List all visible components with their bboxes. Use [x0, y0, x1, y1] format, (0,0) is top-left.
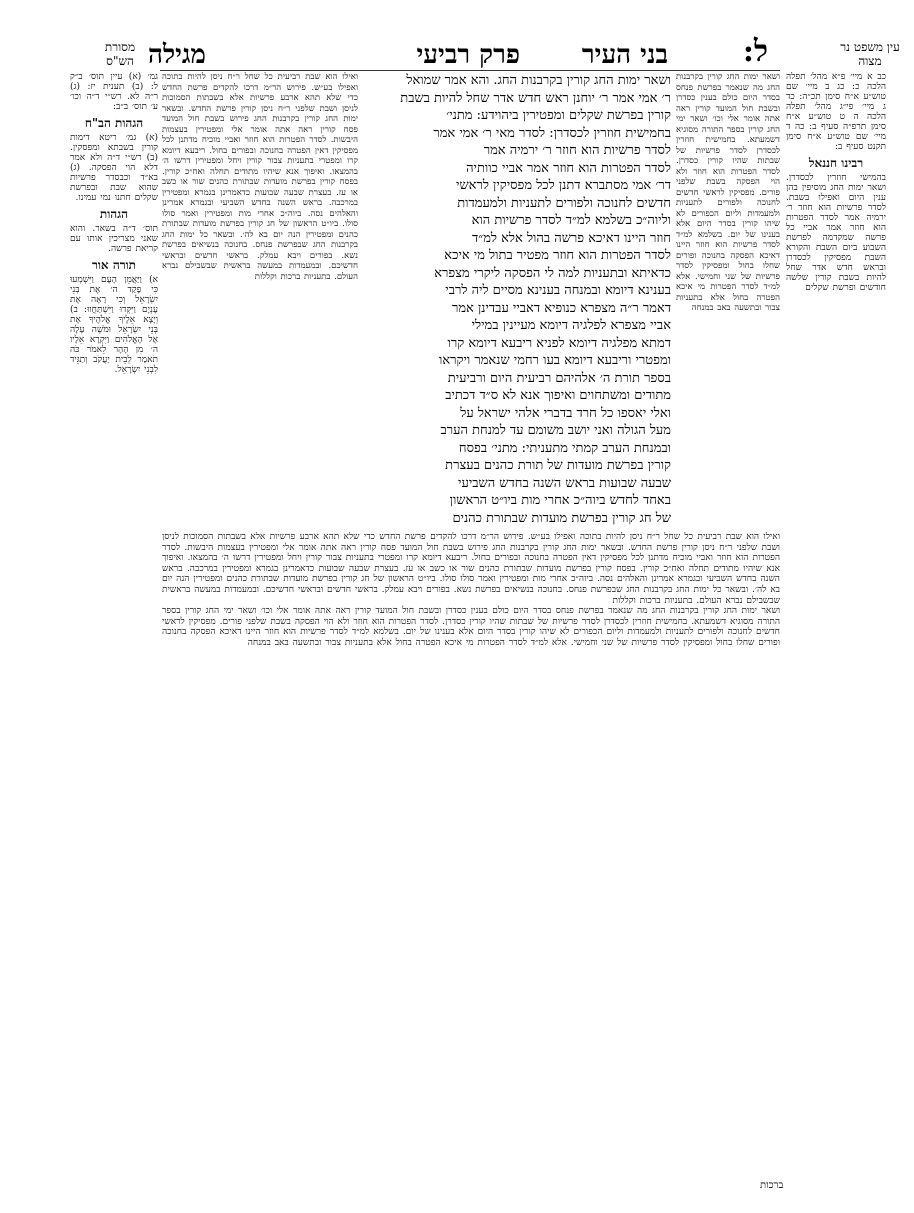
gemara-line: ומפטרי וריבעא דיומא בעו רחמי שנאמר ויקראו [439, 353, 671, 368]
masoret-hashas-text: גמ׳ (א) עיין תוס׳ ב״ק ל: (ב) תענית יז: (ג) ר״ה לא. רש״י ד״ה וכו׳ ע׳ תוס׳ ב״ב: [70, 72, 158, 112]
left-margin-column [70, 72, 158, 582]
rabbeinu-chananel-text: בהמישי חוזרין לכסדרן. ושאר ימות החג מוסיפין בהן ענין היום ואפילו בשבת. לסדר פרשיות הוא חוזר ר׳ ירמיה אמר לסדר הפטרות הוא חוזר אמר אביי כל פרשה שמקדמה לפרשת השבוע ביום השבת והקורא השבת מפסיקין לכסדרן ובראש חדש אדר שחל להיות בשבת קורין שלשה חודשים ופרשת שקלים [786, 173, 886, 293]
gemara-line: דר׳ אמי מסתברא דתנן לכל מפסיקין לראשי [456, 178, 671, 193]
gemara-line: של חג קורין בפרשת מועדות שבתורת כהנים [452, 510, 671, 526]
rabbeinu-chananel-title: רבינו חננאל [808, 156, 864, 170]
gemara-line: לסדר הפטרות הוא חוזר אמר אביי כוותיה [466, 160, 671, 176]
torah-or-title: תורה אור [91, 258, 137, 272]
gemara-line: שבעה שבועות בראש השנה בחדש השביעי [458, 475, 671, 491]
header-rule [160, 70, 780, 71]
gemara-line: דמתא מפלגיה דיומא לפניא ריבעא דיומא קרו [447, 335, 671, 351]
gemara-line: בחמישית חוזרין לכסדרן: לסדר מאי ר׳ אמי אמר [433, 125, 671, 141]
ein-mishpat-heading: עין משפט נר מצוה [840, 40, 900, 68]
torah-or-text: א) וַיַּאֲמֵן הָעָם וַיִּשְׁמְעוּ כִּי פָקַד ה׳ אֶת בְּנֵי יִשְׂרָאֵל וְכִי רָאָה אֶת עָנְיָם וַיִּקְּדוּ וַיִּשְׁתַּחֲווּ: ב) וְיָצָא אֵלֶיךָ אֱלֹהֶיךָ אֶת בְּנֵי יִשְׂרָאֵל וּמֹשֶׁה עָלָה אֶל הָאֱלֹהִים וַיִּקְרָא אֵלָיו ה׳ מִן הָהָר לֵאמֹר כֹּה תֹאמַר לְבֵית יַעֲקֹב וְתַגֵּיד לִבְנֵי יִשְׂרָאֵל. [70, 275, 158, 375]
tractate-name: מגילה [148, 40, 206, 70]
page-header [148, 34, 768, 70]
gemara-line: חדשים לחנוכה ולפורים לתעניות ולמעמדות [457, 195, 671, 211]
chapter-number: פרק רביעי [416, 40, 520, 70]
rashi-text: ושאר ימות החג קורין בקרבנות החג מה שנאמר בפרשת פנחס בסדר היום כולם בענין כסדרן ובשבת חול המועד קורין ראה אתה אומר אלי וכו׳ ושאר ימי החג קורין בספר התורה מסוגיא דשמעתא. בחמישית חוזרין לכסדרן לסדר פרשיות של שבתות שהיו קורין כסדרן. לסדר הפטרות הוא חוזר ולא הוי הפסקה בשבת שלפני פורים. מפסיקין לראשי חדשים לחנוכה ולפורים לתעניות ולמעמדות וליום הכפורים לא שיהו קורין בסדר היום אלא בענינו של יום. בשלמא למ״ד לסדר פרשיות הוא חוזר היינו דאיכא הפסקה בחנוכה ופורים שחלו בחול ומפסיקין לסדר פרשיות של שני וחמישי. אלא למ״ד לסדר הפטרות מי איכא הפטרה בחול אלא בתעניות צבור ובתשעה באב במנחה [676, 72, 780, 313]
gemara-line: כדאיתא ובתעניות למה לי הפסקה ליקרי מצפרא [434, 265, 671, 281]
gemara-line: ואלי יאספו כל חרד בדברי אלהי ישראל על [460, 405, 671, 421]
hagahot-habach-title: הגהות הב"ח [84, 116, 144, 130]
masoret-hashas-heading: מסורת הש"ס [104, 40, 136, 68]
gemara-line: ר׳ אמי אמר ר׳ יוחנן ראש חדש אדר שחל להיות בשבת [400, 90, 671, 106]
gemara-line: אביי מצפרא לפלגיה דיומא מעיינין במילי [471, 318, 671, 333]
rashi-commentary [676, 72, 780, 527]
lower-rashi-text: ושאר ימות החג קורין בקרבנות החג מה שנאמר בפרשת פנחס בסדר היום כולם בענין כסדרן ובשבת חול המועד קורין ראה אתה אומר אלי וכו׳ ושאר ימי החג קורין בספר התורה מסוגיא דשמעתא. בחמישית חוזרין לכסדרן לסדר פרשיות של שבתות שהיו קורין כסדרן. לסדר הפטרות הוא חוזר ולא הוי הפסקה בשבת שלפני פורים. מפסיקין לראשי חדשים לחנוכה ולפורים לתעניות ולמעמדות וליום הכפורים לא שיהו קורין בסדר היום אלא בענינו של יום. בשלמא למ״ד לסדר פרשיות הוא חוזר היינו דאיכא הפסקה בחנוכה ופורים שחלו בחול ומפסיקין לסדר פרשיות של שני וחמישי. אלא למ״ד לסדר הפטרות מי איכא הפטרה בחול אלא בתעניות צבור ובתשעה באב במנחה [162, 606, 780, 648]
gemara-text [363, 72, 671, 527]
gemara-line: בספר תורת ה׳ אלהיהם רביעית היום ורביעית [447, 370, 671, 386]
gemara-line: מעל הגולה ואני יושב משומם עד למנחת הערב [440, 423, 671, 438]
gemara-line: ושאר ימות החג קורין בקרבנות החג. והא אמר שמואל [406, 73, 671, 88]
gemara-line: לסדר הפטרות הוא חוזר מפטיר בתול מי איכא [444, 248, 671, 263]
lower-commentary-block [162, 532, 780, 1172]
lower-tosafot-text: ואילו הוא שבת רביעית כל שחל ר״ח ניסן להיות בתוכה ואפילו בע״ש. פירוש הר״מ דרכו להקדים פרשת החדש כדי שלא תהא ארבע פרשיות אלא בשבתות הסמוכות לניסן ושבת שלפני ר״ח ניסן קורין פרשת החדש. ובשאר ימות החג קורין בקרבנות החג פירוש בשבת חול המועד פסח קורין ראה אתה אומר אלי ומפטירין בעצמות היבשות. לסדר הפטרות הוא חוזר ואביי מוכיח מדתנן לכל מפסיקין דאין הפטרה בחנוכה ובפורים בחול. ריבעא דיומא קרו ומפטרי בתעניות צבור קורין ויחל ומפטירין דרשו ה׳ בהמצאו. ואיפוך אנא שיהיו מתודים תחלה ואח״כ קורין. בפסח קורין בפרשת מועדות שבתורת כהנים שור או כשב או עז. בעצרת שבעה שבועות כדאמרינן בגמרא ומפטירין במרכבה. בראש השנה בחדש השביעי ובגמרא אמרינן והאלהים נסה. ביוה״כ אחרי מות ומפטירין ואמר סולו סולו. ביו״ט הראשון של חג קורין בפרשת מועדות שבתורת כהנים ומפטירין הנה יום בא לה׳. ובשאר כל ימות החג בקרבנות החג שבפרשת פנחס. בחנוכה בנשיאים בפרשת נשא. בפורים ויבא עמלק. בראשי חדשים ובראשי חדשיכם. ובמעמדות במעשה בראשית שבשבילם נברא העולם. בתעניות ברכות וקללות [162, 532, 780, 606]
right-margin-column [786, 72, 886, 772]
gemara-line: ובמנחת הערב קמתי מתעניתי: מתני׳ בפסח [458, 440, 671, 456]
ein-mishpat-text: כב א מיי׳ פ״א מהל׳ תפלה הלכה כ: כג ב מיי׳ שם טוש״ע א״ח סימן תכ״ה: כד ג מיי׳ פי״ג מהל׳ תפלה הלכה ה ט טוש״ע א״ח סימן תרפ״ה סעיף ב: כה ד מיי׳ שם טוש״ע א״ח סימן תקנט סעיף ב: [786, 72, 886, 152]
catchword: ברכות [760, 1180, 784, 1191]
hagahot-habach-text: (א) גמ׳ ריטא דימות קורין בשבתא ומפסקין. (ב) רש״י ד״ה ולא אמר דלא הוי הפסקה. (ג) בא״ד וכבסדר פרשיות שהוא שבת ובפרשת שקלים חתנו נמי עמינו. [70, 133, 158, 203]
chapter-name: בני העיר [581, 40, 668, 70]
gemara-line: מתודים ומשתחוים ואיפוך אנא לא ס״ד דכתיב [445, 388, 671, 403]
gemara-line: קורין בפרשת שקלים ומפטירין ביהוידע: מתני׳ [446, 108, 671, 123]
gemara-line: באחד לחדש ביוה״כ אחרי מות ביו״ט הראשון [449, 493, 671, 508]
gemara-line: וליוה״כ בשלמא למ״ד לסדר פרשיות הוא [471, 213, 671, 228]
gemara-line: חוזר היינו דאיכא פרשה בהול אלא למ״ד [472, 230, 671, 246]
daf-number: ל: [742, 34, 768, 69]
gemara-line: דאמר ר״ה מצפרא כנופיא דאביי עבדינן אמר [451, 300, 671, 316]
gemara-line: קורין בפרשת מועדות של תורת כהנים בעצרת [445, 458, 671, 473]
hagahot-title: הגהות [99, 207, 129, 221]
gemara-line: לסדר פרשיות הוא חוזר ר׳ ירמיה אמר [483, 143, 671, 158]
hagahot-text: תוס׳ ד״ה בשאר. והוא שאני מצריכין אותו עם קריאת פרשה. [70, 224, 158, 254]
gemara-line: בענינא דיומא ובמנחה בענינא מסיים ליה לרבי [445, 283, 671, 298]
tosafot-commentary [162, 72, 358, 527]
tosafot-text: ואילו הוא שבת רביעית כל שחל ר״ח ניסן להיות בתוכה ואפילו בע״ש. פירוש הר״מ דרכו להקדים פרשת החדש כדי שלא תהא ארבע פרשיות אלא בשבתות הסמוכות לניסן ושבת שלפני ר״ח ניסן קורין פרשת החדש. ובשאר ימות החג קורין בקרבנות החג פירוש בשבת חול המועד פסח קורין ראה אתה אומר אלי ומפטירין בעצמות היבשות. לסדר הפטרות הוא חוזר ואביי מוכיח מדתנן לכל מפסיקין דאין הפטרה בחנוכה ובפורים בחול. ריבעא דיומא קרו ומפטרי בתעניות צבור קורין ויחל ומפטירין דרשו ה׳ בהמצאו. ואיפוך אנא שיהיו מתודים תחלה ואח״כ קורין. בפסח קורין בפרשת מועדות שבתורת כהנים שור או כשב או עז. בעצרת שבעה שבועות כדאמרינן בגמרא ומפטירין במרכבה. בראש השנה בחדש השביעי ובגמרא אמרינן והאלהים נסה. ביוה״כ אחרי מות ומפטירין ואמר סולו סולו. ביו״ט הראשון של חג קורין בפרשת מועדות שבתורת כהנים ומפטירין הנה יום בא לה׳. ובשאר כל ימות החג בקרבנות החג שבפרשת פנחס. בחנוכה בנשיאים בפרשת נשא. בפורים ויבא עמלק. בראשי חדשים ובראשי חדשיכם. ובמעמדות במעשה בראשית שבשבילם נברא העולם. בתעניות ברכות וקללות [162, 72, 358, 282]
